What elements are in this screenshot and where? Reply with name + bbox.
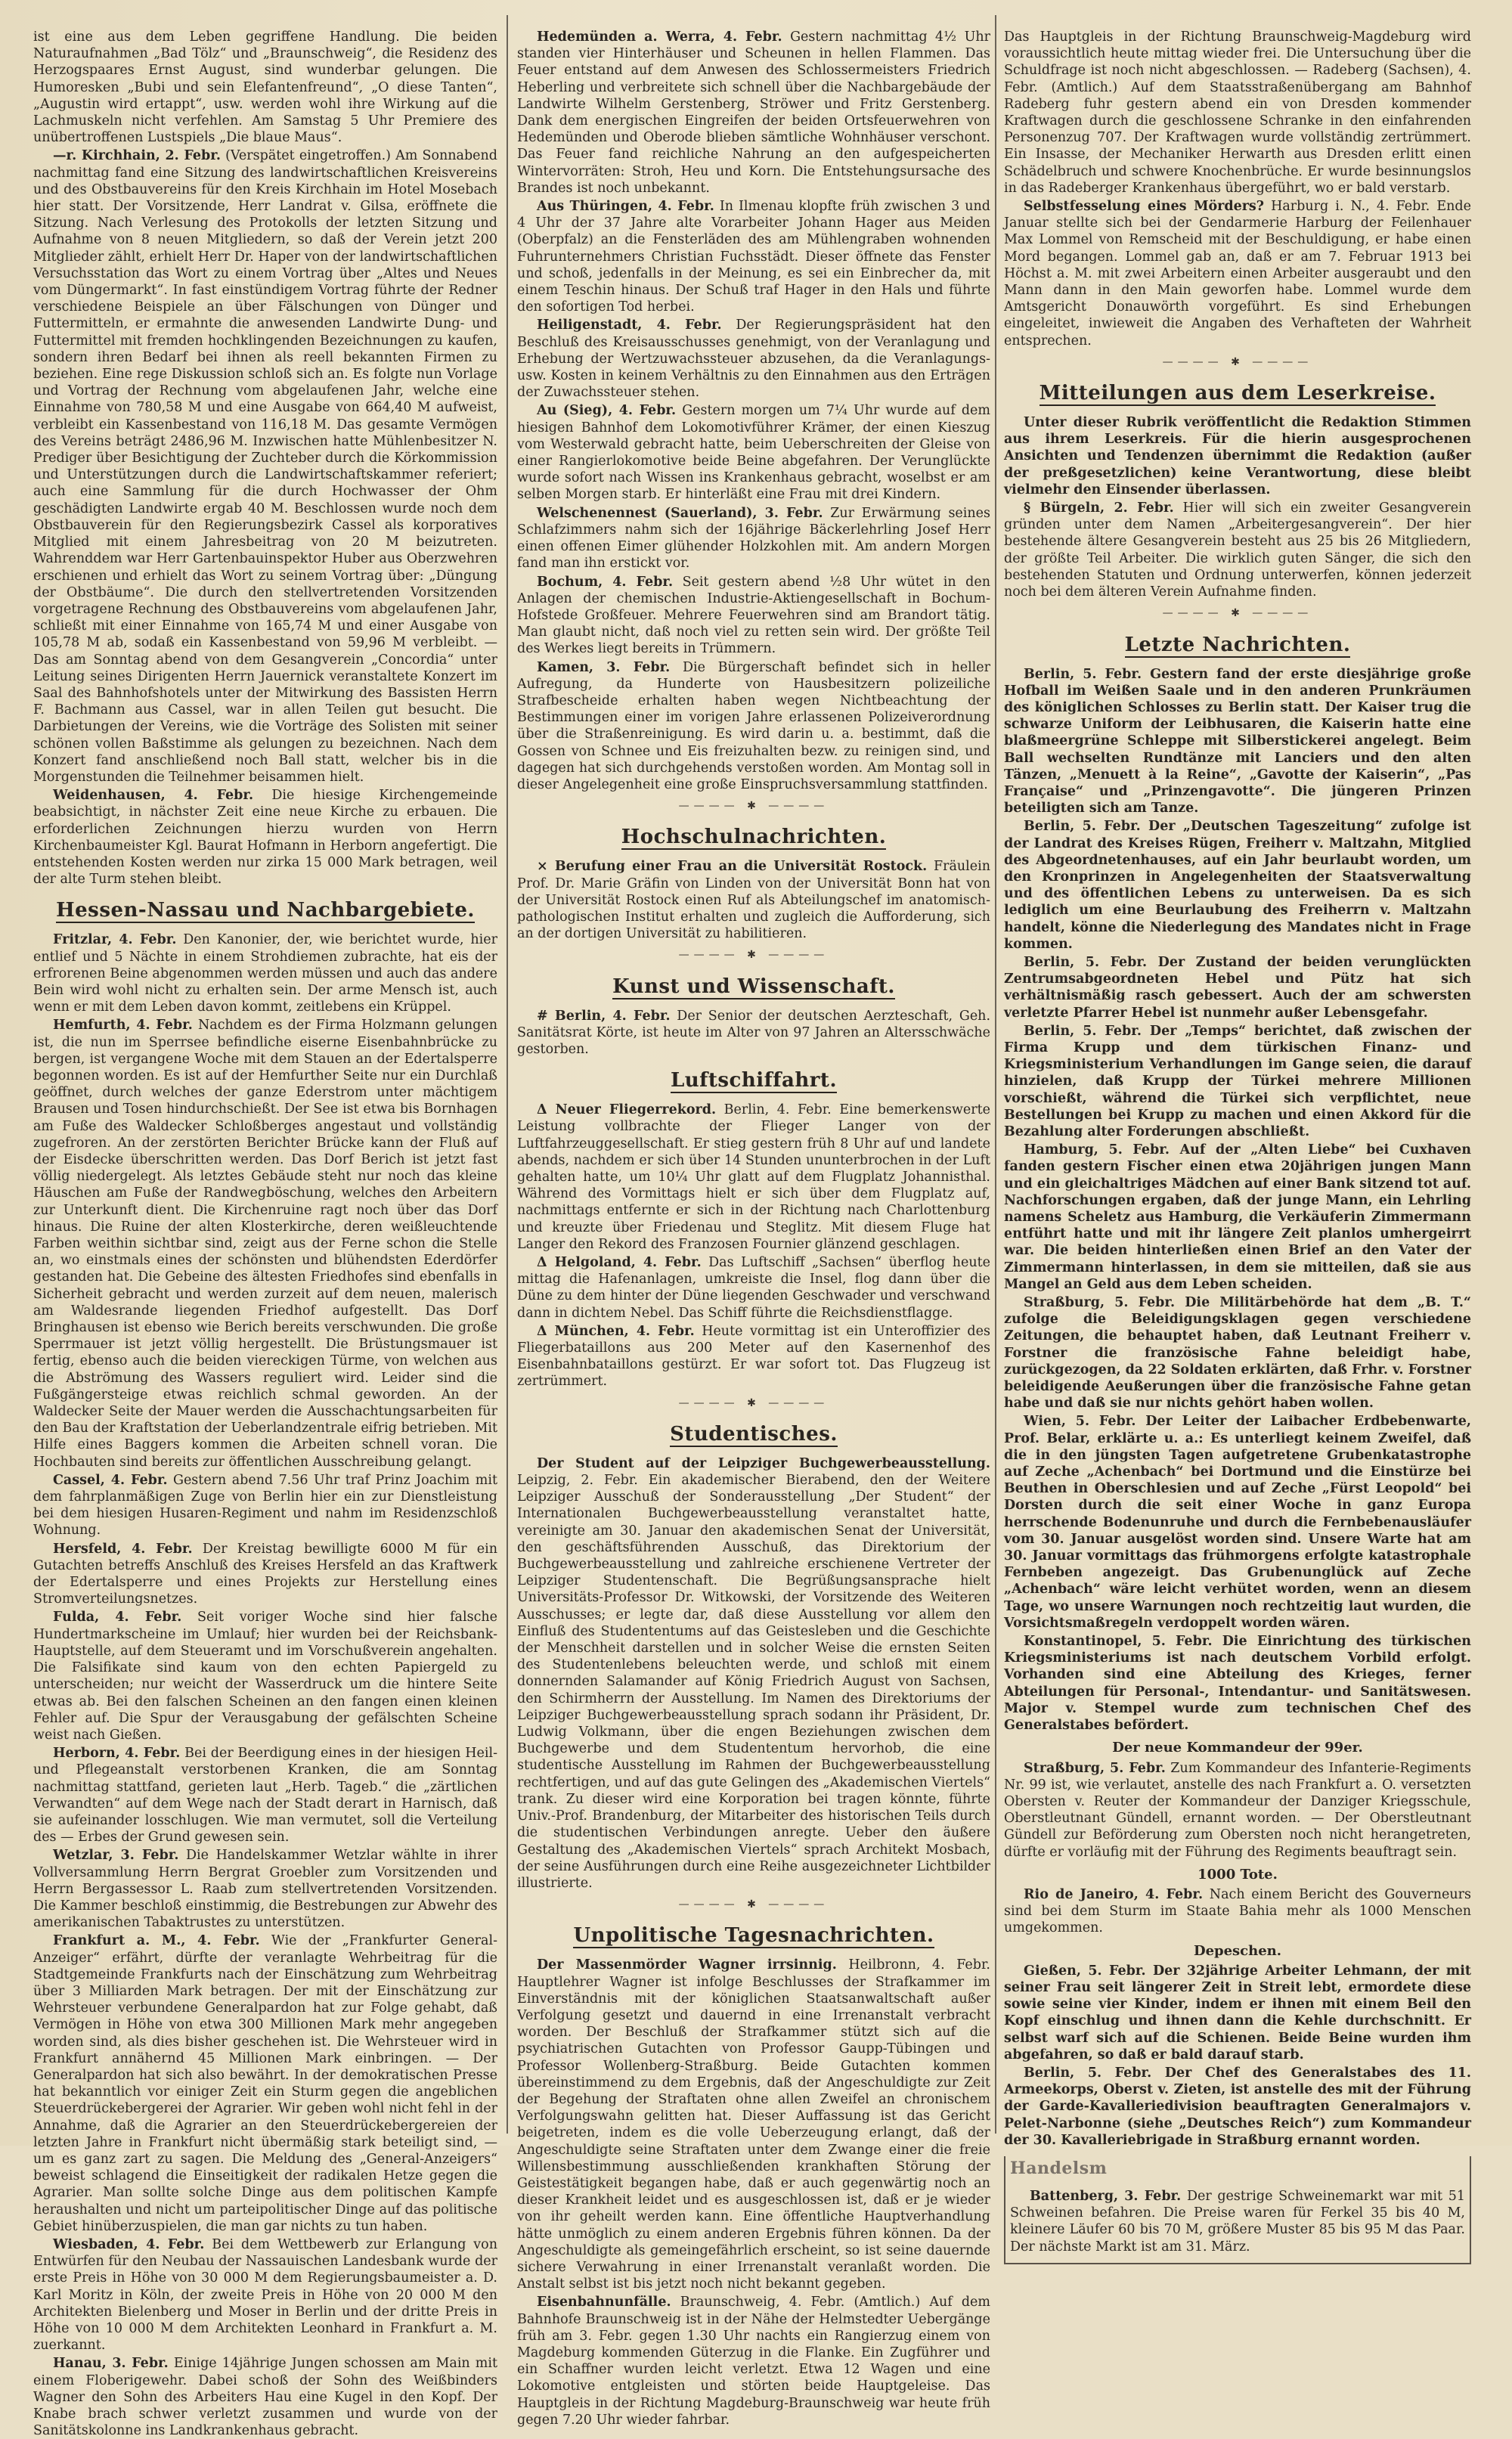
article — [517, 2294, 990, 2428]
article-text: Fräulein Prof. Dr. Marie Gräfin von Linden von der Universität Bonn hat von der Universität Rostock einen Ruf als Abteilungschef im anatomisch-pathologischen Institut erhalten und zugleich die Aufforderung, sich an der dortigen Universität zu habilitieren. — [517, 859, 990, 942]
article-text: In Ilmenau klopfte früh zwischen 3 und 4 Uhr der 37 Jahre alte Vorarbeiter Johann Hager aus Meiden (Oberpfalz) an die Fensterläden des am Mühlengraben wohnenden Fuhrunternehmers Christian Fuchsstädt. Dieser öffnete das Fenster und schoß, jedenfalls in der Meinung, es sei ein Einbrecher da, mit einem Teschin hinaus. Der Schuß traf Hager in den Hals und führte den sofortigen Tod herbei. — [517, 199, 990, 315]
article-dateline: Frankfurt a. M., 4. Febr. — [53, 1933, 260, 1949]
article — [1004, 1294, 1471, 1412]
article-text: Gestern abend 7.56 Uhr traf Prinz Joachim mit dem fahrplanmäßigen Zuge von Berlin hier ein zur Dienstleistung bei dem hiesigen Husaren-Regiment und nahm im Residenzschloß Wohnung. — [33, 1472, 497, 1539]
sub-heading: Depeschen. — [1193, 1942, 1282, 1959]
sub-heading: 1000 Tote. — [1198, 1866, 1278, 1883]
article — [33, 1609, 497, 1743]
article — [1004, 198, 1471, 349]
section-heading: Mitteilungen aus dem Leserkreise. — [1039, 382, 1436, 405]
article-text: Der Zustand der beiden verunglückten Zentrumsabgeordneten Hebel und Pütz hat sich verhältnismäßig rasch gebessert. Auch der am schwersten verletzte Pfarrer Hebel ist nunmehr außer Lebensgefahr. — [1004, 954, 1472, 1021]
article — [1004, 1142, 1471, 1293]
separator: ———— ✱ ———— — [678, 949, 829, 962]
separator: ———— ✱ ———— — [678, 1898, 829, 1911]
article-text: Wie der „Frankfurter General-Anzeiger“ erfährt, dürfte der veranlagte Wehrbeitrag für die Stadtgemeinde Frankfurts nach der Einschätzung zum Wehrbeitrag über 3 Milliarden Mark betragen. Der mit der Einschätzung zur Wehrsteuer verbundene Generalpardon hat zur Folge gehabt, daß Vermögen in Höhe von etwa 300 Millionen Mark mehr angegeben worden sind, als dies bisher geschehen ist. Die Wehrsteuer wird in Frankfurt annähernd 45 Millionen Mark einbringen. — Der Generalpardon hat sich also bewährt. In der demokratischen Presse hat bekanntlich vor einiger Zeit ein Sturm gegen die angeblichen Steuerdrückebergerei der Agrarier. Wir geben wohl nicht fehl in der Annahme, daß die Agrarier an den Steuerdrückebergereien der letzten Jahre in Frankfurt nicht übermäßig stark beteiligt sind, — um es ganz zart zu sagen. Die Meldung des „General-Anzeigers“ beweist schlagend die Einseitigkeit der radikalen Hetze gegen die Agrarier. Man sollte solche Dinge aus dem politischen Kampfe heraushalten und nicht um parteipolitischer Dinge auf das politische Gebiet hinüberzuspielen, die man gar nichts zu tun haben. — [33, 1933, 497, 2234]
section-heading: Hessen-Nassau und Nachbargebiete. — [56, 899, 475, 922]
article — [517, 198, 990, 315]
article-dateline: Berlin, 5. Febr. — [1024, 666, 1142, 682]
article-text: Das Luftschiff „Sachsen“ überflog heute mittag die Hafenanlagen, umkreiste die Insel, flog dann über die Düne zu dem hinter der Düne liegenden Geschwader und verschwand dann in dichtem Nebel. Das Schiff führte die Reichsdienstflagge. — [517, 1255, 990, 1321]
article-dateline: Hersfeld, 4. Febr. — [53, 1541, 193, 1557]
column-middle — [517, 29, 991, 2428]
article-text: Die Einrichtung des türkischen Kriegsministeriums ist nach deutschem Vorbild erfolgt. Vorhanden sind eine Abteilung des Krieges, ferner Abteilungen für Personal-, Intendantur- und Sanitätswesen. Major v. Stempel wurde zum technischen Chef des Generalstabes befördert. — [1004, 1634, 1471, 1734]
article-dateline: Fritzlar, 4. Febr. — [53, 932, 177, 948]
article — [33, 787, 497, 888]
article-dateline: Welschenennest (Sauerland), 3. Febr. — [537, 505, 823, 521]
article-text: Der Chef des Generalstabes des 11. Armeekorps, Oberst v. Zieten, ist anstelle des mit der Führung der Garde-Kavalleriedivision beauftragten Generalmajors v. Pelet-Narbonne (siehe „Deutsches Reich“) zum Kommandeur der 30. Kavalleriebrigade in Straßburg ernannt worden. — [1004, 2065, 1472, 2148]
article — [33, 1017, 497, 1470]
article-text: Bei der Beerdigung eines in der hiesigen Heil- und Pflegeanstalt verstorbenen Kranken, die am Sonntag nachmittag stattfand, gerieten laut „Herb. Tageb.“ die „zärtlichen Verwandten“ auf dem Wege nach der Stadt derart in Harnisch, daß sie aufeinander losschlugen. Wie man vermutet, soll die Verteilung des — Erbes der Grund gewesen sein. — [33, 1746, 497, 1846]
article-dateline: Battenberg, 3. Febr. — [1030, 2188, 1182, 2204]
article — [517, 402, 990, 503]
article — [517, 1254, 990, 1322]
dispatches — [1004, 1963, 1471, 2149]
article-text: Der „Deutschen Tageszeitung“ zufolge ist der Landrat des Kreises Rügen, Freiherr v. Maltzahn, Mitglied des Abgeordnetenhauses, auf ein Jahr beurlaubt worden, um den Kronprinzen in Angelegenheiten der Staatsverwaltung und des öffentlichen Lebens zu unterweisen. Da es sich lediglich um eine Beurlaubung des Freiherrn v. Maltzahn handelt, könne die Niederlegung des Mandates nicht in Frage kommen. — [1004, 819, 1471, 952]
article — [1004, 1023, 1471, 1140]
article-text: Bei dem Wettbewerb zur Erlangung von Entwürfen für den Neubau der Nassauischen Landesbank wurde der erste Preis in Höhe von 30 000 M dem Regierungsbaumeister a. D. Karl Moritz in Köln, der zweite Preis in Höhe von 20 000 M den Architekten Bielenberg und Moser in Berlin und der dritte Preis in Höhe von 10 000 M dem Architekten Leonhard in Frankfurt a. M. zuerkannt. — [33, 2237, 497, 2354]
article — [33, 147, 497, 786]
article — [517, 317, 990, 401]
article — [517, 659, 990, 794]
column-rule — [507, 15, 508, 2134]
article-text: Hier will sich ein zweiter Gesangverein gründen unter dem Namen „Arbeitergesangverein“. Der hier bestehende ältere Gesangverein besteht aus 25 bis 26 Mitgliedern, der größte Teil Arbeiter. Die wirklich guten Sänger, die sich den bestehenden Statuten und Ordnung unterwerfen, können jederzeit noch bei dem älteren Verein Aufnahme finden. — [1004, 501, 1471, 600]
article-dateline: Gießen, 5. Febr. — [1024, 1963, 1146, 1979]
article-text: Die hiesige Kirchengemeinde beabsichtigt, in nächster Zeit eine neue Kirche zu erbauen. Die erforderlichen Zeichnungen hierzu wurden von Herrn Kirchenbaumeister Kgl. Baurat Hofmann in Herborn angefertigt. Die entstehenden Kosten werden nur zirka 15 000 Mark betragen, weil der alte Turm stehen bleibt. — [33, 788, 497, 888]
trade-box — [1004, 2156, 1471, 2264]
article — [1004, 1760, 1471, 1861]
article-dateline: Berlin, 5. Febr. — [1024, 1023, 1142, 1039]
article-text: Seit voriger Woche sind hier falsche Hundertmarkscheine im Umlauf; hier wurden bei der Reichsbank-Hauptstelle, auf dem Steueramt und im Vorschußverein angehalten. Die Falsifikate sind kaum von den echten Papiergeld zu unterscheiden; nur weicht der Wasserdruck um die hintere Seite etwas ab. Bei den falschen Scheinen an den fangen einen kleinen Fehler auf. Die Spur der Verausgabung der gefälschten Scheine weist nach Gießen. — [33, 1610, 497, 1743]
article-text: Nach einem Bericht des Gouverneurs sind bei dem Sturm im Staate Bahia mehr als 1000 Menschen umgekommen. — [1004, 1886, 1471, 1936]
article-text: Gestern nachmittag 4½ Uhr standen vier Hinterhäuser und Scheunen in hellen Flammen. Das Feuer entstand auf dem Anwesen des Schlossermeisters Friedrich Heberling und verbreitete sich schnell über die Nachbargebäude der Landwirte Wilhelm Gerstenberg, Ströwer und Fritz Gerstenberg. Dank dem energischen Eingreifen der beiden Ortsfeuerwehren von Hedemünden und Oberode blieben sämtliche Wohnhäuser verschont. Das Feuer fand reichliche Nahrung an den aufgespeicherten Wintervorräten: Stroh, Heu und Korn. Die Entstehungsursache des Brandes ist noch unbekannt. — [517, 29, 990, 196]
section-heading: Hochschulnachrichten. — [621, 826, 887, 849]
article-text: Einige 14jährige Jungen schossen am Main mit einem Floberigewehr. Dabei schoß der Sohn des Weißbinders Wagner den Sohn des Arbeiters Hau eine Kugel in den Kopf. Der Knabe brach schwer verletzt zusammen und wurde von der Sanitätskolonne ins Landkrankenhaus gebracht. — [33, 2356, 497, 2439]
section-heading: Handelsm — [1010, 2158, 1108, 2178]
article-dateline: Konstantinopel, 5. Febr. — [1024, 1634, 1213, 1650]
article-dateline: Heiligenstadt, 4. Febr. — [537, 318, 722, 333]
article-dateline: Wiesbaden, 4. Febr. — [53, 2237, 205, 2252]
article-text: (Verspätet eingetroffen.) Am Sonnabend nachmittag fand eine Sitzung des landwirtschaftlichen Kreisvereins und des Obstbauvereins für den Kreis Kirchhain im Hotel Mosebach hier statt. Der Vorsitzende, Herr Landrat v. Gilsa, eröffnete die Sitzung. Nach Verlesung des Protokolls der letzten Sitzung und Aufnahme von 8 neuen Mitgliedern, so daß der Verein jetzt 200 Mitglieder zählt, erhielt Herr Dr. Haper von der landwirtschaftlichen Versuchsstation das Wort zu einem Vortrag über „Altes und Neues vom Düngermarkt“. In fast einstündigem Vortrag führte der Redner verschiedene Beispiele an über Fälschungen von Dünger und Futtermitteln, er ermahnte die anwesenden Landwirte Dung- und Futtermittel mit fremden hochklingenden Bezeichnungen zu kaufen, sondern ihren Bedarf bei ihnen als reell bekannten Firmen zu beziehen. Eine rege Diskussion schloß sich an. Es folgte nun Vorlage und Vortrag der Rechnung vom abgelaufenen Jahr, welche eine Einnahme von 780,58 M und eine Ausgabe von 664,40 M aufweist, verbleibt ein Kassenbestand von 116,18 M. Das gesamte Vermögen des Vereins beträgt 2486,96 M. Inzwischen hatte Mühlenbesitzer N. Prediger über Besichtigung der Zuchteber durch die Körkommission und Unterstützungen durch die Landwirtschaftskammer referiert; auch eine Sammlung für die durch Hochwasser der Ohm geschädigten Landwirte ergab 40 M. Beschlossen wurde noch dem Obstbauverein für den Regierungsbezirk Cassel als korporatives Mitglied mit einem Jahresbeitrag von 20 M beizutreten. Wahrenddem war Herr Gartenbauinspektor Huber aus Oberzwehren erschienen und erhielt das Wort zu seinem Vortrag über: „Düngung der Obstbäume“. Die durch den stellvertretenden Vorsitzenden vorgetragene Rechnung des Obstbauvereins vom abgelaufenen Jahr, schließt mit einer Einnahme von 165,74 M und einer Ausgabe von 105,78 M ab, sodaß ein Kassenbestand von 59,96 M verbleibt. — Das am Sonntag abend von dem Gesangverein „Concordia“ unter Leitung seines Dirigenten Herrn Jauernick veranstaltete Konzert im Saal des Bahnhofshotels unter der Mitwirkung des Bassisten Herrn F. Bachmann aus Cassel, war in allen Teilen gut besucht. Die Darbietungen der Vereins, wie die Vorträge des Solisten mit seiner schönen vollen Baßstimme als gelungen zu bezeichnen. Nach dem Konzert fand anschließend noch Ball statt, welcher bis in die Morgenstunden die Teilnehmer beisammen hielt. — [33, 148, 497, 785]
article-dateline: Straßburg, 5. Febr. — [1024, 1295, 1176, 1311]
separator: ———— ✱ ———— — [678, 800, 829, 813]
article-text: ist eine aus dem Leben gegriffene Handlung. Die beiden Naturaufnahmen „Bad Tölz“ und „Braunschweig“, die Residenz des Herzogspaares Ernst August, sind wunderbar gelungen. Die Humoresken „Bubi und sein Elefantenfreund“, „O diese Tanten“, „Augustin wird ertappt“, usw. werden wohl ihre Wirkung auf die Lachmuskeln nicht verfehlen. Am Samstag 5 Uhr Premiere des unübertroffenen Lustspiels „Die blaue Maus“. — [33, 29, 497, 146]
article — [517, 1455, 990, 1892]
article — [33, 1847, 497, 1931]
section-heading: Studentisches. — [670, 1422, 838, 1446]
article-dateline: # Berlin, 4. Febr. — [537, 1008, 671, 1024]
article-text: Braunschweig, 4. Febr. (Amtlich.) Auf dem Bahnhofe Braunschweig ist in der Nähe der Helmstedter Uebergänge früh am 3. Febr. gegen 1.30 Uhr nachts ein Rangierzug einem von Magdeburg kommenden Güterzug in die Flanke. Ein Zugführer und ein Schaffner wurden leicht verletzt. Etwa 12 Wagen und eine Lokomotive entgleisten und störten beide Hauptgeleise. Das Hauptgleis in der Richtung Magdeburg-Braunschweig war heute früh gegen 7.20 Uhr wieder fahrbar. — [517, 2295, 990, 2428]
article-dateline: Aus Thüringen, 4. Febr. — [537, 199, 714, 215]
article-text: Heilbronn, 4. Febr. Hauptlehrer Wagner ist infolge Beschlusses der Strafkammer im Einverständnis mit der königlichen Staatsanwaltschaft außer Verfolgung gesetzt und dauernd in eine Irrenanstalt verbracht worden. Der Beschluß der Strafkammer stützt sich auf die psychiatrischen Gutachten von Professor Gaupp-Tübingen und Professor Wollenberg-Straßburg. Beide Gutachten kommen übereinstimmend zu dem Ergebnis, daß der Angeschuldigte zur Zeit der Begehung der Straftaten ohne allen Zweifel an chronischem Verfolgungswahn gelitten hat. Dieser Auffassung ist das Gericht beigetreten, indem es die volle Ueberzeugung erlangt, daß der Angeschuldigte seine Straftaten unter dem Zwange einer die freie Willensbestimmung ausschließenden krankhaften Störung der Geistestätigkeit begangen habe, daß er auch gegenwärtig noch an dieser Krankheit leidet und es ausgeschlossen ist, daß er je wieder von ihr geheilt werden kann. Eine öffentliche Hauptverhandlung hätte unmöglich zu einem anderen Ergebnis führen können. Da der Angeschuldigte als gemeingefährlich erscheint, so ist seine dauernde sichere Verwahrung in einer Irrenanstalt veranlaßt worden. Die Anstalt selbst ist bis jetzt noch nicht bekannt gegeben. — [517, 1957, 990, 2292]
article-text: Leipzig, 2. Febr. Ein akademischer Bierabend, den der Weitere Leipziger Ausschuß der Sonderausstellung „Der Student“ der Internationalen Buchgewerbeausstellung veranstaltet hatte, vereinigte am 30. Januar den akademischen Senat der Universität, den geschäftsführenden Ausschuß, das Direktorium der Buchgewerbeausstellung und zahlreiche erschienene Vertreter der Leipziger Studentenschaft. Die Begrüßungsansprache hielt Universitäts-Professor Dr. Witkowski, der Vorsitzende des Weiteren Ausschusses; er legte dar, daß diese Ausstellung vor allem den Einfluß des Studententums auf das Geistesleben und die Geschichte der Menschheit darstellen und in solcher Weise die ernsten Seiten des Studentenlebens beleuchten werde, und schloß mit einem donnernden Salamander auf König Friedrich August von Sachsen, den Schirmherrn der Ausstellung. Im Namen des Direktoriums der Leipziger Buchgewerbeausstellung sprach sodann ihr Präsident, Dr. Ludwig Volkmann, über die engen Beziehungen zwischen dem Buchgewerbe und dem Studententum hervorhob, die eine studentische Ausstellung im Rahmen der Buchgewerbeausstellung rechtfertigen, und auf das gute Gelingen des „Akademischen Viertels“ trank. Zu dieser wird eine Korporation bei tragen könnte, führte Univ.-Prof. Brandenburg, der Mitarbeiter des historischen Teils durch die studentischen Verbindungen anregte. Ueber den äußere Gestaltung des „Akademischen Viertels“ sprach Architekt Mosbach, der seine Ausführungen durch eine Reihe ausgezeichneter Lichtbilder illustrierte. — [517, 1473, 990, 1891]
article-dateline: Selbstfesselung eines Mörders? — [1024, 199, 1265, 215]
article-text: Der „Temps“ berichtet, daß zwischen der Firma Krupp und dem türkischen Finanz- und Kriegsministerium Verhandlungen im Gange seien, die darauf hinzielen, daß Krupp der Türkei mehrere Millionen vorschießt, während die Türkei sich verpflichtet, neue Bestellungen bei Krupp zu machen und einen Akkord für die Bezahlung alter Forderungen abschließt. — [1004, 1023, 1472, 1139]
article-text: Zum Kommandeur des Infanterie-Regiments Nr. 99 ist, wie verlautet, anstelle des nach Frankfurt a. O. versetzten Obersten v. Reuter der Kommandeur der Danziger Kriegsschule, Oberstleutnant Gündell, ernannt worden. — Der Oberstleutnant Gündell zur Beförderung zum Obersten noch nicht herangetreten, dürfte er vorläufig mit der Führung des Regiments beauftragt sein. — [1004, 1760, 1471, 1860]
article — [1004, 666, 1471, 817]
article-text: Heute vormittag ist ein Unteroffizier des Fliegerbataillons aus 200 Meter auf den Kasernenhof des Eisenbahnbataillons gestürzt. Er war sofort tot. Das Flugzeug ist zertrümmert. — [517, 1323, 990, 1390]
article-text: Gestern morgen um 7¼ Uhr wurde auf dem hiesigen Bahnhof dem Lokomotivführer Krämer, der einen Kieszug vom Westerwald gebracht hatte, beim Ueberschreiten der Gleise von einer Rangierlokomotive beide Beine abgefahren. Der Verunglückte wurde sofort nach Wissen ins Krankenhaus gebracht, woselbst er am selben Morgen starb. Er hinterläßt eine Frau mit drei Kindern. — [517, 403, 990, 503]
article-dateline: Bochum, 4. Febr. — [537, 574, 674, 590]
article-text: Das Hauptgleis in der Richtung Braunschweig-Magdeburg wird voraussichtlich heute mittag wieder frei. Die Untersuchung über die Schuldfrage ist noch nicht abgeschlossen. — Radeberg (Sachsen), 4. Febr. (Amtlich.) Auf dem Staatsstraßenübergang am Bahnhof Radeberg fuhr gestern abend ein von Dresden kommender Kraftwagen durch die geschlossene Schranke in den einfahrenden Personenzug 707. Der Kraftwagen wurde vollständig zertrümmert. Ein Insasse, der Mechaniker Herwarth aus Dresden erlitt einen Schädelbruch und schwere Knochenbrüche. Er wurde besinnungslos in das Radeberger Krankenhaus übergeführt, wo er bald verstarb. — [1004, 29, 1471, 196]
article-dateline: Hamburg, 5. Febr. — [1024, 1142, 1170, 1158]
column-rule — [995, 15, 996, 2134]
article-dateline: Au (Sieg), 4. Febr. — [537, 403, 677, 419]
rubric-note: Unter dieser Rubrik veröffentlicht die Redaktion Stimmen aus ihrem Leserkreis. Für die hierin ausgesprochenen Ansichten und Tendenzen übernimmt die Redaktion (außer der preßgesetzlichen) keine Verantwortung, diese bleibt vielmehr den Einsender überlassen. — [1004, 415, 1471, 497]
article-dateline: Herborn, 4. Febr. — [53, 1746, 181, 1762]
article-dateline: Wien, 5. Febr. — [1024, 1414, 1136, 1430]
article — [33, 1745, 497, 1846]
article-dateline: Cassel, 4. Febr. — [53, 1472, 168, 1488]
article-dateline: Wetzlar, 3. Febr. — [53, 1848, 179, 1864]
article-dateline: Hedemünden a. Werra, 4. Febr. — [537, 29, 782, 45]
article-dateline: Δ Neuer Fliegerrekord. — [537, 1102, 717, 1118]
separator: ———— ✱ ———— — [678, 1396, 829, 1409]
article — [517, 1323, 990, 1390]
article-dateline: § Bürgeln, 2. Febr. — [1024, 501, 1174, 516]
article — [1004, 1963, 1471, 2063]
article-text: Der gestrige Schweinemarkt war mit 51 Schweinen befahren. Die Preise waren für Ferkel 35 bis 40 M, kleinere Läufer 60 bis 70 M, größere Muster 85 bis 95 M das Paar. Der nächste Markt ist am 31. März. — [1010, 2188, 1465, 2255]
section-heading: Kunst und Wissenschaft. — [612, 975, 895, 998]
column-right — [1004, 29, 1472, 2255]
article — [517, 574, 990, 658]
article-dateline: Weidenhausen, 4. Febr. — [53, 788, 254, 804]
article-text: Gestern fand der erste diesjährige große Hofball im Weißen Saale und in den anderen Prunkräumen des königlichen Schlosses zu Berlin statt. Der Kaiser trug die schwarze Uniform der Leibhusaren, die Kaiserin hatte eine blaßmeergrüne Schleppe mit Silberstickerei angelegt. Beim Ball wechselten Rundtänze mit Lanciers und den alten Tänzen, „Menuett à la Reine“, „Gavotte der Kaiserin“, „Pas Française“ und „Prinzengavotte“. Die jüngeren Prinzen beteiligten sich am Tanze. — [1004, 666, 1472, 817]
article — [1004, 954, 1471, 1021]
article — [1004, 2065, 1471, 2149]
article-dateline: Der Massenmörder Wagner irrsinnig. — [537, 1957, 837, 1973]
article-dateline: Rio de Janeiro, 4. Febr. — [1024, 1886, 1204, 1902]
article-dateline: Straßburg, 5. Febr. — [1024, 1760, 1166, 1776]
latest-news — [1004, 666, 1471, 1734]
article-text: Zur Erwärmung seines Schlafzimmers nahm sich der 16jährige Bäckerlehrling Josef Herr einen offenen Eimer glühender Holzkohlen mit. Am andern Morgen fand man ihn erstickt vor. — [517, 505, 990, 572]
article — [33, 931, 497, 1015]
article-text: Seit gestern abend ½8 Uhr wütet in den Anlagen der chemischen Industrie-Aktiengesellschaft in Bochum-Hofstede Großfeuer. Mehrere Feuerwehren sind am Brandort tätig. Man glaubt nicht, daß noch viel zu retten sein wird. Der größte Teil des Werkes liegt bereits in Trümmern. — [517, 574, 990, 657]
section-heading: Unpolitische Tagesnachrichten. — [573, 1924, 934, 1948]
article — [517, 1102, 990, 1253]
article-text: Die Militärbehörde hat dem „B. T.“ zufolge die Beleidigungsklagen gegen verschiedene Zeitungen, die behauptet haben, daß Leutnant Freiherr v. Forstner die französische Fahne beleidigt habe, zurückgezogen, da 22 Soldaten erklärten, daß Frhr. v. Forstner beleidigende Aeußerungen über die französische Fahne getan habe und daß sie nur nichts gehört haben wollen. — [1004, 1295, 1471, 1412]
article — [1004, 1633, 1471, 1734]
article — [517, 1957, 990, 2292]
article — [33, 1932, 497, 2235]
article-text: Berlin, 4. Febr. Eine bemerkenswerte Leistung vollbrachte der Flieger Langer von der Luftfahrzeuggesellschaft. Er stieg gestern früh 8 Uhr auf und landete abends, nachdem er sich über 14 Stunden ununterbrochen in der Luft gehalten hatte, um 10¼ Uhr glatt auf dem Flugplatz Johannisthal. Während des Vormittags hielt er sich über dem Flugplatz auf, nachmittags entfernte er sich in der Richtung nach Charlottenburg und kreuzte über Friedenau und Steglitz. Mit diesem Fluge hat Langer den Rekord des Franzosen Fournier glänzend geschlagen. — [517, 1102, 990, 1252]
article-dateline: Berlin, 5. Febr. — [1024, 2065, 1152, 2081]
article-dateline: Fulda, 4. Febr. — [53, 1610, 182, 1625]
article-text: Der 32jährige Arbeiter Lehmann, der mit seiner Frau seit längerer Zeit in Streit lebt, ermordete diese sowie seine vier Kinder, indem er ihnen mit einem Beil den Kopf einschlug und ihnen dann die Kehle durchschnitt. Er selbst warf sich auf die Schienen. Beide Beine wurden ihm abgefahren, so daß er bald darauf starb. — [1004, 1963, 1471, 2062]
article-dateline: Hanau, 3. Febr. — [53, 2356, 169, 2372]
article — [1004, 1886, 1471, 1937]
separator: ———— ✱ ———— — [1162, 355, 1313, 368]
article-text: Den Kanonier, der, wie berichtet wurde, hier entlief und 5 Nächte in einem Strohdiemen zubrachte, hat eis der erfrorenen Beine abgenommen werden müssen und auch das andere Bein wird wohl nicht zu erhalten sein. Der arme Mensch ist, auch wenn er mit dem Leben davon kommt, zeitlebens ein Krüppel. — [33, 932, 497, 1015]
article-text: Die Handelskammer Wetzlar wählte in ihrer Vollversammlung Herrn Bergrat Groebler zum Vorsitzenden und Herrn Bergassessor L. Raab zum stellvertretenden Vorsitzenden. Die Kammer beschloß einstimmig, die Bestrebungen zur Abwehr des amerikanischen Tabaktrustes zu unterstützen. — [33, 1848, 497, 1931]
article — [517, 29, 990, 197]
article-dateline: Berlin, 5. Febr. — [1024, 954, 1148, 970]
article-text: Der Senior der deutschen Aerzteschaft, Geh. Sanitätsrat Körte, ist heute im Alter von 97 Jahren an Altersschwäche gestorben. — [517, 1008, 991, 1057]
article-dateline: Eisenbahnunfälle. — [537, 2295, 671, 2310]
article-dateline: —r. Kirchhain, 2. Febr. — [53, 148, 221, 164]
article — [33, 1541, 497, 1608]
article-dateline: Der Student auf der Leipziger Buchgewerbeausstellung. — [537, 1455, 990, 1471]
article-text: Der Regierungspräsident hat den Beschluß des Kreisausschusses genehmigt, von der Veranlagung und Erhebung der Wertzuwachssteuer abzusehen, da die Veranlagungs- usw. Kosten in keinem Verhältnis zu den Einnahmen aus den Erträgen der Zuwachssteuer stehen. — [517, 318, 990, 401]
article-text: Nachdem es der Firma Holzmann gelungen ist, die nun im Sperrsee befindliche eiserne Eisenbahnbrücke zu bergen, ist vergangene Woche mit dem Stauen an der Edertalsperre begonnen worden. Es ist auf der Hemfurther Seite nur ein Durchlaß geöffnet, durch welches der ganze Ederstrom unter mächtigem Brausen und Tosen hindurchschießt. Der See ist etwa bis Bornhagen am Fuße des Waldecker Schloßberges angestaut und vollständig zugefroren. An der zerstörten Berichter Brücke kann der Fluß auf der Eisdecke überschritten werden. Das Dorf Berich ist jetzt fast völlig niedergelegt. Als letztes Gebäude steht nur noch das kleine Häuschen am Fuße der Randwegböschung, welches den Arbeitern zur Unterkunft dient. Die Kirchenruine ragt noch über das Dorf hinaus. Die Ruine der alten Klosterkirche, deren weißleuchtende Farben weithin sichtbar sind, zeigt aus der Ferne schon die Stelle an, wo einstmals eines der schönsten und blühendsten Ederdörfer gestanden hat. Die Gebeine des ältesten Friedhofes sind ebenfalls in Sicherheit gebracht und werden zurzeit auf dem neuen, malerisch am Waldesrande liegenden Friedhof aufgestellt. Das Dorf Bringhausen ist ebenso wie Berich bereits verschwunden. Die große Sperrmauer ist jetzt völlig hergestellt. Die Brüstungsmauer ist fertig, ebenso auch die beiden viereckigen Türme, von welchen aus die Abströmung des Wassers reguliert wird. Leider sind die Fußgängersteige etwas reichlich schmal geworden. An der Waldecker Seite der Mauer werden die Ausschachtungsarbeiten für den Bau der Kraftstation der Ueberlandzentrale eifrig betrieben. Mit Hilfe eines Baggers kommen die Arbeiten schnell voran. Die Hochbauten sind bereits zur öffentlichen Ausschreibung gelangt. — [33, 1018, 497, 1470]
article — [1004, 500, 1471, 600]
article-dateline: Berlin, 5. Febr. — [1024, 819, 1141, 835]
sub-heading: Der neue Kommandeur der 99er. — [1112, 1740, 1363, 1756]
article — [517, 1008, 990, 1058]
article — [1004, 1413, 1471, 1632]
article — [517, 858, 990, 942]
article — [517, 505, 990, 572]
article-dateline: Δ Helgoland, 4. Febr. — [537, 1255, 702, 1270]
article-dateline: Δ München, 4. Febr. — [537, 1323, 695, 1339]
separator: ———— ✱ ———— — [1162, 607, 1313, 620]
article-text: Harburg i. N., 4. Febr. Ende Januar stellte sich bei der Gendarmerie Harburg der Feilenhauer Max Lommel von Remscheid mit der Beschuldigung, er habe einen Mord begangen. Lommel gab an, daß er am 7. Februar 1913 bei Höchst a. M. mit zwei Arbeitern einen Arbeiter ausgeraubt und den Mann dann in den Main geworfen habe. Lommel wurde dem Amtsgericht Donauwörth vorgeführt. Es sind Erhebungen eingeleitet, inwieweit die Angaben des Verhafteten der Wahrheit entsprechen. — [1004, 199, 1471, 349]
article-text: Der Kreistag bewilligte 6000 M für ein Gutachten betreffs Anschluß des Kreises Hersfeld an das Kraftwerk der Edertalsperre und eines Projekts zur Herstellung eines Stromverteilungsnetzes. — [33, 1541, 497, 1607]
column-left — [33, 29, 497, 2439]
article — [33, 1472, 497, 1539]
article-dateline: × Berufung einer Frau an die Universität Rostock. — [537, 859, 928, 875]
article-text: Der Leiter der Laibacher Erdbebenwarte, Prof. Belar, erklärte u. a.: Es unterliegt keinem Zweifel, daß die in den jüngsten Tagen aufgetretene Grubenkatastrophe auf Zeche „Achenbach“ bei Dortmund und die Einstürze bei Beuthen in Oberschlesien und auf Zeche „Fürst Leopold“ bei Dorsten durch die seit einer Woche in ganz Europa herrschende Bodenunruhe und durch die Fernbebenausläufer vom 30. Januar ausgelöst worden sind. Unsere Warte hat am 30. Januar vormittags das frühmorgens erfolgte katastrophale Fernbeben angezeigt. Das Grubenunglück auf Zeche „Achenbach“ wäre leicht verhütet worden, wenn an diesem Tage, wo unsere Warnungen noch rechtzeitig laut wurden, die Vorsichtsmaßregeln verdoppelt worden wären. — [1004, 1414, 1471, 1631]
article — [33, 2236, 497, 2354]
section-heading: Letzte Nachrichten. — [1124, 633, 1351, 656]
article — [33, 2355, 497, 2439]
section-heading: Luftschiffahrt. — [670, 1069, 837, 1092]
article-dateline: Kamen, 3. Febr. — [537, 659, 671, 675]
article-text: Die Bürgerschaft befindet sich in heller Aufregung, da Hunderte von Hausbesitzern polizeiliche Strafbescheide erhalten haben wegen Nichtbeachtung der Bestimmungen einer im vorigen Jahre erlassenen Polizeiverordnung über die Straßenreinigung. Es wird darin u. a. bestimmt, daß die Gossen von Schnee und Eis freizuhalten bezw. zu reinigen sind, und dagegen hat sich durchgehends verstoßen worden. Am Montag soll in dieser Angelegenheit eine große Einspruchsversammlung stattfinden. — [517, 659, 990, 792]
article — [1010, 2188, 1465, 2255]
article-dateline: Hemfurth, 4. Febr. — [53, 1018, 193, 1034]
article-text: Auf der „Alten Liebe“ bei Cuxhaven fanden gestern Fischer einen etwa 20jährigen jungen Mann und ein gleichaltriges Mädchen auf einer Bank sitzend tot auf. Nachforschungen ergaben, daß der junge Mann, ein Lehrling namens Scheletz aus Hamburg, die Verkäuferin Zimmermann entführt hatte und mit ihr längere Zeit planlos umhergeirrt war. Die beiden hinterließen einen Brief an den Vater der Zimmermann hinterlassen, in dem sie mitteilen, daß sie aus Mangel an Geld aus dem Leben scheiden. — [1004, 1142, 1471, 1292]
article — [1004, 818, 1471, 953]
